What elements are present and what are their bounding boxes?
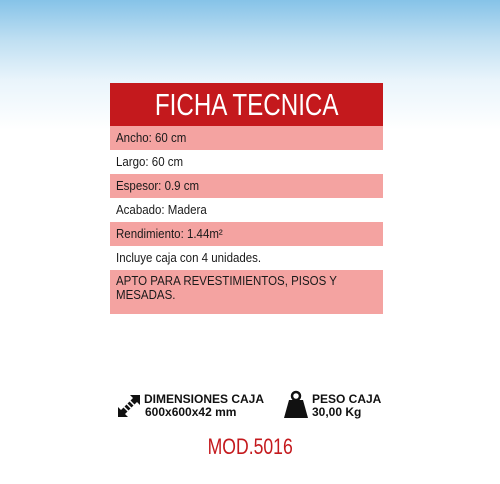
- spec-row-thickness: [110, 174, 383, 198]
- spec-row-text: Espesor: 0.9 cm: [116, 179, 200, 193]
- spec-row-text: Incluye caja con 4 unidades.: [116, 251, 262, 265]
- spec-row-length: [110, 150, 383, 174]
- model-code-text: MOD.5016: [207, 434, 293, 459]
- spec-title: FICHA TECNICA: [154, 86, 339, 122]
- diagonal-arrows-icon: [116, 393, 142, 419]
- spec-sheet: [110, 83, 383, 329]
- model-code: [0, 434, 500, 460]
- box-dimensions: [144, 393, 264, 419]
- box-dimensions-label: DIMENSIONES CAJA: [144, 392, 265, 406]
- spec-row-text: Largo: 60 cm: [116, 155, 184, 169]
- box-weight-value: 30,00 Kg: [312, 405, 362, 419]
- spec-row-usage: [110, 270, 383, 314]
- spec-row-text: Acabado: Madera: [116, 203, 207, 217]
- box-weight-label: PESO CAJA: [312, 392, 382, 406]
- box-dimensions-value: 600x600x42 mm: [145, 405, 237, 419]
- spec-row-contents: [110, 246, 383, 270]
- weight-icon: [283, 390, 309, 420]
- spec-title-bar: [110, 83, 383, 126]
- spec-row-width: [110, 126, 383, 150]
- spec-row-finish: [110, 198, 383, 222]
- spec-row-text: Rendimiento: 1.44m²: [116, 227, 223, 241]
- spec-row-text: APTO PARA REVESTIMIENTOS, PISOS Y MESADAS.: [116, 274, 337, 302]
- spec-row-yield: [110, 222, 383, 246]
- box-weight: [312, 393, 381, 419]
- spec-row-text: Ancho: 60 cm: [116, 131, 187, 145]
